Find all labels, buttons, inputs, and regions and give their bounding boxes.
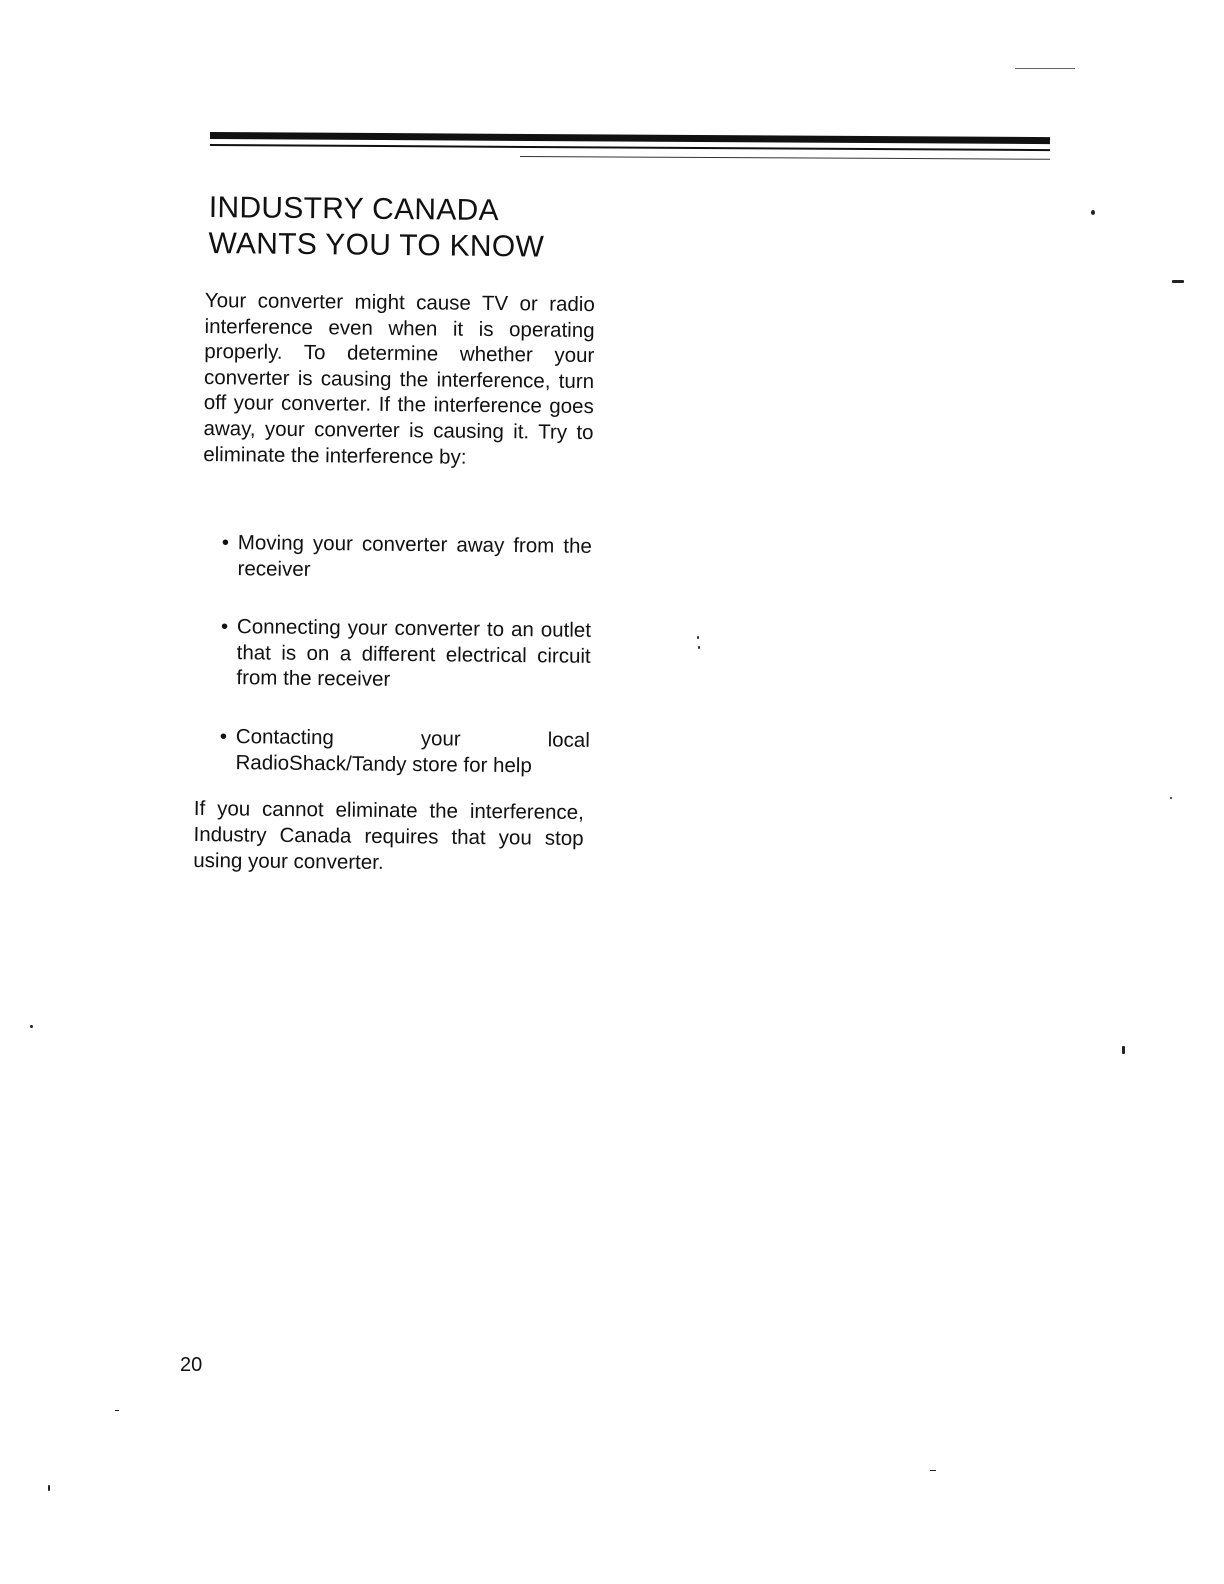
scan-speck (1170, 797, 1172, 799)
section-heading (208, 190, 629, 266)
page-number: 20 (180, 1354, 203, 1376)
list-item (221, 530, 592, 585)
scan-speck (1015, 68, 1075, 69)
section-heading-line-2: WANTS YOU TO KNOW (208, 226, 545, 264)
scan-speck (115, 1410, 119, 1411)
scan-speck (48, 1485, 50, 1491)
section-heading-line-1: INDUSTRY CANADA (208, 190, 500, 228)
scan-speck (30, 1025, 33, 1028)
scan-speck (1172, 280, 1184, 283)
header-rule-thick (210, 132, 1050, 144)
header-rule-hairline (520, 156, 1050, 160)
bullet-icon: • (219, 724, 228, 749)
list-item-text: Moving your converter away from the receiver (237, 531, 592, 581)
closing-paragraph: If you cannot eliminate the interference, Industry Canada requires that you stop using your converter. (193, 796, 584, 874)
list-item-text: Connecting your converter to an outlet that is on a different electrical circuit from the receiver (236, 615, 592, 692)
remedy-list (219, 530, 592, 812)
header-rule-thin (210, 144, 1050, 151)
bullet-icon: • (220, 615, 229, 639)
scan-speck (930, 1470, 936, 1471)
bullet-icon: • (221, 530, 230, 555)
list-item (219, 724, 590, 779)
scan-speck (697, 636, 699, 639)
scan-speck (1122, 1046, 1125, 1054)
list-item-text: Contacting your local RadioShack/Tandy store for help (235, 725, 590, 777)
intro-paragraph: Your converter might cause TV or radio interference even when it is operating properly. To determine whether your converter is causing the interference, turn off your converter. If the interference goes away, your converter is causing it. Try to eliminate the interference by: (203, 288, 595, 469)
scan-speck (1091, 210, 1095, 215)
scan-speck (698, 646, 700, 649)
list-item (220, 614, 591, 695)
